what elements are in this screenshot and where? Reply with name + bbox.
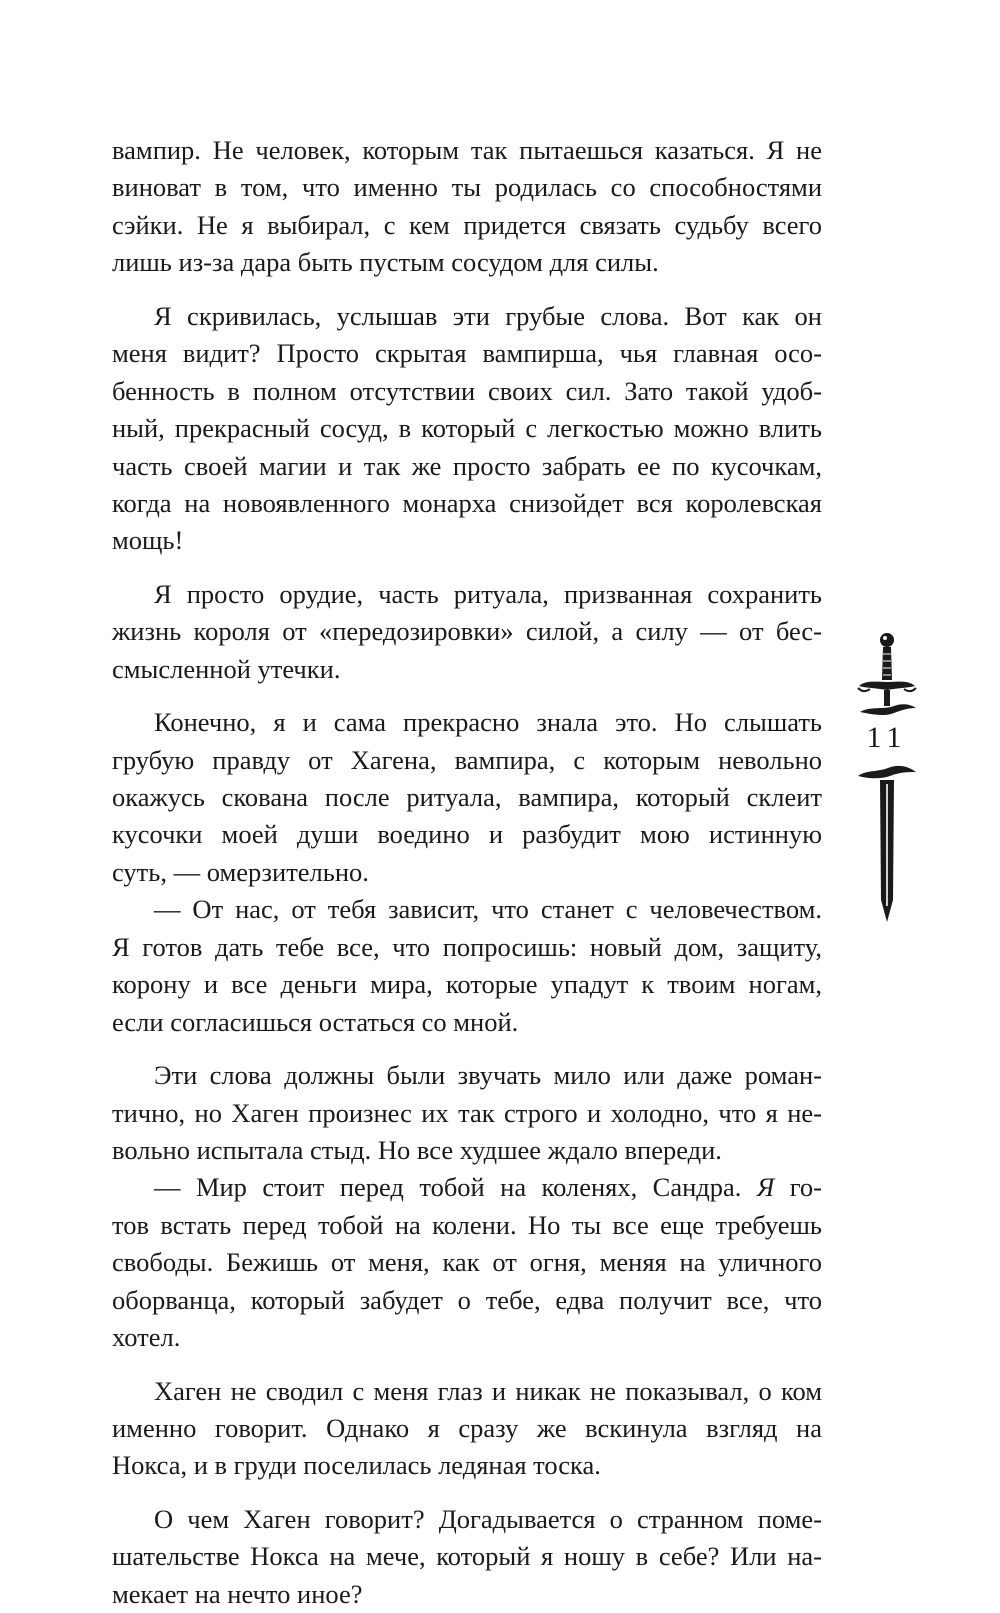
text-line: бенность в полном отсутствии своих сил. Зато такой удоб- bbox=[112, 375, 822, 406]
text-line: свободы. Бежишь от меня, как от огня, меняя на уличного bbox=[112, 1247, 822, 1278]
paragraph bbox=[112, 891, 822, 1041]
paragraph bbox=[112, 1057, 822, 1169]
text-line: ный, прекрасный сосуд, в который с легкостью можно влить bbox=[112, 413, 822, 444]
paragraph bbox=[112, 1169, 822, 1356]
page-body bbox=[112, 132, 822, 1613]
sword-icon bbox=[856, 630, 918, 925]
paragraph bbox=[112, 1373, 822, 1485]
text-line: если согласишься остаться со мной. bbox=[112, 1006, 519, 1037]
text-line: виноват в том, что именно ты родилась со способностями bbox=[112, 172, 822, 203]
text-line: лишь из-за дара быть пустым сосудом для силы. bbox=[112, 247, 659, 278]
text-line: Я готов дать тебе все, что попросишь: новый дом, защиту, bbox=[112, 931, 822, 962]
text-line: Эти слова должны были звучать мило или даже роман- bbox=[154, 1060, 822, 1091]
text-line: жизнь короля от «передозировки» силой, а силу — от бес- bbox=[112, 616, 822, 647]
text-line: мекает на нечто иное? bbox=[112, 1578, 363, 1609]
text-line: Нокса, и в груди поселилась ледяная тоска. bbox=[112, 1450, 601, 1481]
text-line: смысленной утечки. bbox=[112, 653, 341, 684]
paragraph bbox=[112, 1501, 822, 1613]
text-line: меня видит? Просто скрытая вампирша, чья главная осо- bbox=[112, 338, 822, 369]
text-line: Конечно, я и сама прекрасно знала это. Но слышать bbox=[154, 707, 822, 738]
text-line: Я просто орудие, часть ритуала, призванная сохранить bbox=[154, 578, 822, 609]
text-line: именно говорит. Однако я сразу же вскинула взгляд на bbox=[112, 1413, 822, 1443]
text-line: суть, — омерзительно. bbox=[112, 856, 369, 887]
text-line: шательстве Нокса на мече, который я ношу в себе? Или на- bbox=[112, 1541, 822, 1572]
paragraph bbox=[112, 704, 822, 891]
text-line: часть своей магии и так же просто забрать ее по кусочкам, bbox=[112, 450, 822, 481]
text-line: — Мир стоит перед тобой на коленях, Сандра. Я го- bbox=[154, 1172, 822, 1203]
text-line: хотел. bbox=[112, 1322, 181, 1353]
text-line: Я скривилась, услышав эти грубые слова. Вот как он bbox=[154, 300, 822, 331]
text-line: сэйки. Не я выбирал, с кем придется связать судьбу всего bbox=[112, 209, 822, 240]
text-line: О чем Хаген говорит? Догадывается о странном поме- bbox=[154, 1503, 822, 1534]
text-line: тов встать перед тобой на колени. Но ты все еще требуешь bbox=[112, 1209, 822, 1240]
text-line: вольно испытала стыд. Но все худшее ждало впереди. bbox=[112, 1134, 722, 1165]
text-line: окажусь скована после ритуала, вампира, который склеит bbox=[112, 782, 822, 812]
text-line: Хаген не сводил с меня глаз и никак не показывал, о ком bbox=[154, 1375, 822, 1406]
text-line: вампир. Не человек, которым так пытаешься казаться. Я не bbox=[112, 135, 822, 165]
chapter-number: 11 bbox=[866, 721, 908, 754]
text-line: корону и все деньги мира, которые упадут к твоим ногам, bbox=[112, 969, 822, 1000]
paragraph bbox=[112, 576, 822, 688]
text-line: грубую правду от Хагена, вампира, с которым невольно bbox=[112, 744, 822, 775]
text-line: тично, но Хаген произнес их так строго и холодно, что я не- bbox=[112, 1097, 822, 1128]
text-line: — От нас, от тебя зависит, что станет с человечеством. bbox=[154, 894, 822, 925]
paragraph bbox=[112, 298, 822, 560]
text-line: когда на новоявленного монарха снизойдет вся королевская bbox=[112, 487, 822, 518]
text-line: кусочки моей души воедино и разбудит мою истинную bbox=[112, 819, 822, 850]
paragraph bbox=[112, 132, 822, 282]
text-line: мощь! bbox=[112, 525, 184, 556]
text-line: оборванца, который забудет о тебе, едва получит все, что bbox=[112, 1284, 822, 1315]
